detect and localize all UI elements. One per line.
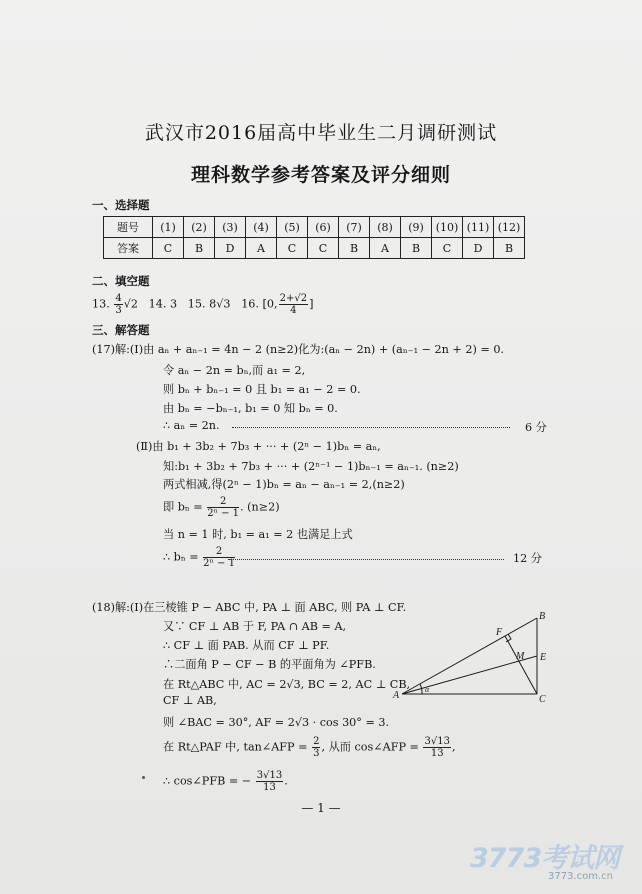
page-subtitle: 理科数学参考答案及评分细则 (190, 164, 451, 186)
watermark-logo: 3773考试网 (470, 843, 620, 874)
table-cell: B (184, 238, 215, 259)
p18-line-9: ∴ cos∠PFB = − $\frac{3√13}{13}$ . (163, 770, 288, 793)
figure-line-FC (505, 636, 537, 694)
table-cell: B (339, 238, 370, 259)
q16-suffix: ] (309, 297, 314, 311)
p18-fraction-1: $\frac{2}{3}$ (313, 736, 320, 759)
p18-line-8: 在 Rt△PAF 中, tan∠AFP = $\frac{2}{3}$ , 从而 cos∠AFP = $\frac{3√13}{13}$ , (163, 736, 456, 759)
p17-line-6: (Ⅱ)由 b₁ + 3b₂ + 7b₃ + ··· + (2ⁿ − 1)bₙ = aₙ, (136, 440, 381, 453)
section-solution-label: 三、解答题 (92, 323, 150, 337)
figure-label-M: M (516, 651, 525, 662)
p17-fraction-2: $\frac{2}{\text{2ⁿ − 1}}$ (203, 546, 235, 569)
table-row (104, 217, 525, 238)
q13-fraction: $\frac{4}{3}$ (115, 293, 122, 316)
table-cell: D (463, 238, 494, 259)
table-cell: (7) (339, 217, 370, 238)
table-cell: (9) (401, 217, 432, 238)
figure-label-B: B (539, 611, 546, 622)
p18-fraction-2: $\frac{3√13}{13}$ (424, 736, 450, 759)
table-cell: B (401, 238, 432, 259)
p17-line-10: 当 n = 1 时, b₁ = a₁ = 2 也满足上式 (163, 528, 353, 541)
p18-fraction-3: $\frac{3√13}{13}$ (256, 770, 283, 793)
table-row (104, 238, 525, 259)
table-cell: (3) (215, 217, 246, 238)
p17-score-1: 6 分 (525, 421, 547, 434)
p18-line-5: 在 Rt△ABC 中, AC = 2√3, BC = 2, AC ⊥ CB, (163, 678, 411, 691)
p18-line-2: 又∵ CF ⊥ AB 于 F, PA ∩ AB = A, (163, 620, 347, 633)
table-cell: (8) (370, 217, 401, 238)
table-cell: A (246, 238, 277, 259)
p18-line-7: 则 ∠BAC = 30°, AF = 2√3 · cos 30° = 3. (163, 716, 390, 729)
table-cell: (2) (184, 217, 215, 238)
section-choice-label: 一、选择题 (92, 198, 150, 212)
p17-line-11: ∴ bₙ = $\frac{2}{\text{2ⁿ − 1}}$ (163, 546, 235, 569)
table-cell: (6) (308, 217, 339, 238)
table-cell: A (370, 238, 401, 259)
p17-line-2: 令 aₙ − 2n = bₙ,而 a₁ = 2, (163, 364, 306, 377)
q13-tail: √2 (123, 297, 138, 311)
p17-line-5: ∴ aₙ = 2n. (163, 419, 220, 432)
table-cell: C (153, 238, 184, 259)
figure-angle-label: α (425, 685, 430, 694)
figure-label-E: E (540, 652, 547, 663)
p18-line-3: ∴ CF ⊥ 面 PAB. 从而 CF ⊥ PF. (163, 639, 330, 652)
p17-fraction-1: $\frac{2}{\text{2ⁿ − 1}}$ (207, 496, 240, 519)
q16-prefix: 16. [0, (241, 297, 278, 311)
table-cell: B (494, 238, 525, 259)
table-cell: D (215, 238, 246, 259)
fill-answers-line (92, 293, 313, 316)
page-number: — 1 — (301, 801, 341, 815)
p18-line-6: CF ⊥ AB, (163, 694, 217, 707)
table-cell: (11) (463, 217, 494, 238)
page-title: 武汉市2016届高中毕业生二月调研测试 (144, 122, 498, 144)
table-cell: C (277, 238, 308, 259)
table-cell: (4) (246, 217, 277, 238)
figure-label-C: C (539, 694, 546, 705)
table-cell: (5) (277, 217, 308, 238)
q14-answer: 14. 3 (148, 297, 178, 311)
p17-line-1: (17)解:(Ⅰ)由 aₙ + aₙ₋₁ = 4n − 2 (n≥2)化为:(aₙ − 2n) + (aₙ₋₁ − 2n + 2) = 0. (92, 343, 504, 356)
watermark-url: 3773.com.cn (548, 871, 613, 882)
figure-label-A: A (393, 690, 400, 701)
table-header-answer: 答案 (104, 238, 153, 259)
score-leader-dots (228, 553, 504, 560)
p18-line-1: (18)解:(Ⅰ)在三棱锥 P − ABC 中, PA ⊥ 面 ABC, 则 PA ⊥ CF. (92, 601, 407, 614)
table-cell: C (308, 238, 339, 259)
p17-line-9: 即 bₙ = $\frac{2}{\text{2ⁿ − 1}}$ . (n≥2) (163, 496, 280, 519)
p17-line-3: 则 bₙ + bₙ₋₁ = 0 且 b₁ = a₁ − 2 = 0. (163, 383, 361, 396)
q15-answer: 15. 8√3 (187, 297, 231, 311)
p18-line-4: ∴二面角 P − CF − B 的平面角为 ∠PFB. (163, 658, 376, 671)
table-cell: (1) (153, 217, 184, 238)
p17-line-4: 由 bₙ = −bₙ₋₁, b₁ = 0 知 bₙ = 0. (163, 402, 338, 415)
p17-score-2: 12 分 (513, 552, 542, 565)
figure-label-F: F (496, 627, 503, 638)
table-cell: (10) (432, 217, 463, 238)
score-leader-dots (232, 421, 510, 428)
triangle-figure (392, 608, 552, 708)
table-cell: (12) (494, 217, 525, 238)
p17-line-7: 知:b₁ + 3b₂ + 7b₃ + ··· + (2ⁿ⁻¹ − 1)bₙ₋₁ = aₙ₋₁. (n≥2) (163, 460, 459, 473)
p17-line-8: 两式相减,得(2ⁿ − 1)bₙ = aₙ − aₙ₋₁ = 2,(n≥2) (163, 478, 405, 491)
table-header-question: 题号 (104, 217, 153, 238)
table-cell: C (432, 238, 463, 259)
speck-mark (142, 776, 145, 779)
q16-fraction: $\frac{2+√2}{4}$ (279, 293, 308, 316)
answer-table (103, 216, 525, 259)
section-fill-label: 二、填空题 (92, 274, 150, 288)
q13-label: 13. (92, 297, 110, 311)
